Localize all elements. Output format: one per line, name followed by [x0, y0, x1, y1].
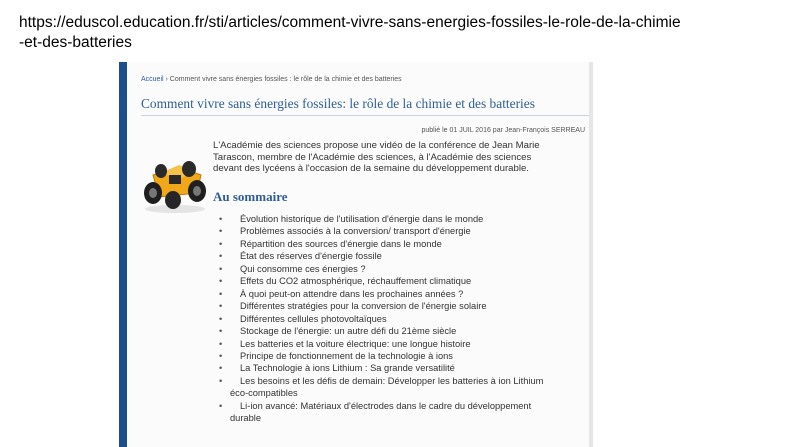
list-item: • Répartition des sources d'énergie dans le monde [219, 238, 442, 249]
list-item: • État des réserves d'énergie fossile [219, 251, 382, 262]
robot-car-image [139, 145, 211, 217]
list-item: • Les batteries et la voiture électrique: une longue histoire [219, 338, 471, 349]
list-item: • Différentes stratégies pour la conversion de l'énergie solaire [219, 301, 487, 312]
list-item: • Évolution historique de l'utilisation d'énergie dans le monde [219, 214, 484, 224]
site-right-bar [589, 62, 593, 447]
article-intro: L'Académie des sciences propose une vidéo de la conférence de Jean Marie Tarascon, membre de l'Académie des sciences, à l'Académie des sciences devant des lycéens à l'occasion de la semaine du développement durable. [213, 140, 540, 174]
sommaire-list [219, 213, 549, 425]
list-item: • La Technologie à ions Lithium : Sa grande versatilité [219, 363, 455, 374]
sommaire-heading: Au sommaire [213, 189, 288, 204]
article-screenshot [119, 62, 593, 447]
url-caption-line-2: -et-des-batteries [19, 34, 132, 51]
list-item: • Différentes cellules photovoltaïques [219, 313, 387, 324]
page-title: Comment vivre sans énergies fossiles: le rôle de la chimie et des batteries [141, 96, 535, 111]
list-item: • Stockage de l'énergie: un autre défi du 21ème siècle [219, 326, 457, 337]
title-divider [141, 115, 589, 116]
list-item: • À quoi peut-on attendre dans les prochaines années ? [219, 288, 464, 299]
list-item: • Problèmes associés à la conversion/ transport d'énergie [219, 226, 471, 237]
breadcrumb-current: › Comment vivre sans énergies fossiles : le rôle de la chimie et des batteries [163, 76, 402, 83]
list-item: • Les besoins et les défis de demain: Développer les batteries à ion Lithium éco-compatibles [219, 375, 544, 399]
list-item: • Qui consomme ces énergies ? [219, 263, 366, 274]
list-item: • Principe de fonctionnement de la technologie à ions [219, 350, 453, 361]
list-item: • Effets du CO2 atmosphérique, réchauffement climatique [219, 276, 472, 287]
url-caption [19, 13, 789, 53]
site-left-bar [119, 62, 127, 447]
list-item: • Li-ion avancé: Matériaux d'électrodes dans le cadre du développement durable [219, 400, 532, 424]
breadcrumb-home-link[interactable]: Accueil [141, 76, 164, 83]
url-caption-line-1: https://eduscol.education.fr/sti/articles/comment-vivre-sans-energies-fossiles-le-role-de-la-chimie [19, 14, 681, 31]
breadcrumb [141, 76, 402, 83]
article-byline: publié le 01 JUIL 2016 par Jean-François SERREAU [421, 127, 585, 134]
